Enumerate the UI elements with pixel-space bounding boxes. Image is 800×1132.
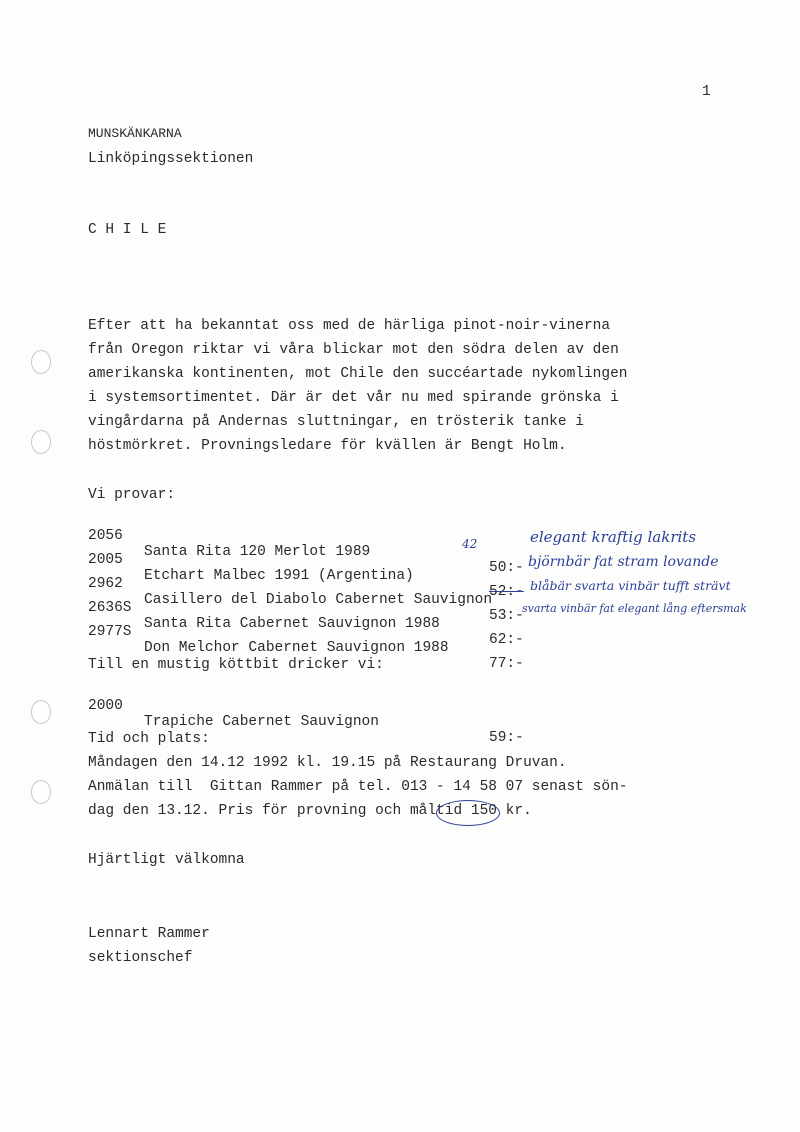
- wine-price: 53:-: [489, 608, 524, 624]
- price-circle-mark: [436, 800, 500, 826]
- time-place-line: Anmälan till Gittan Rammer på tel. 013 - 14 58 07 senast sön-: [88, 779, 628, 795]
- time-place-heading: Tid och plats:: [88, 731, 210, 747]
- time-place-line: Måndagen den 14.12 1992 kl. 19.15 på Restaurang Druvan.: [88, 755, 567, 771]
- time-place-line: dag den 13.12. Pris för provning och måltid 150 kr.: [88, 803, 532, 819]
- intro-line: Efter att ha bekanntat oss med de härliga pinot-noir-vinerna: [88, 318, 611, 334]
- org-section: Linköpingssektionen: [88, 151, 254, 167]
- intro-line: vingårdarna på Andernas sluttningar, en trösterik tanke i: [88, 414, 584, 430]
- wine-name: Trapiche Cabernet Sauvignon: [144, 714, 379, 730]
- wine-code: 2056: [88, 528, 123, 544]
- wine-code: 2000: [88, 698, 123, 714]
- wine-name: Don Melchor Cabernet Sauvignon 1988: [144, 640, 449, 656]
- org-name: MUNSKÄNKARNA: [88, 126, 182, 141]
- wine-code: 2636S: [88, 600, 132, 616]
- wine-price: 77:-: [489, 656, 524, 672]
- handwritten-tasting-note: svarta vinbär fat elegant lång eftersmak: [522, 602, 747, 615]
- handwritten-tasting-note: blåbär svarta vinbär tufft strävt: [530, 578, 731, 593]
- punch-hole: [31, 780, 51, 804]
- wine-name: Santa Rita Cabernet Sauvignon 1988: [144, 616, 440, 632]
- wine-price: 52:-: [489, 584, 524, 600]
- handwritten-price-note: 42: [462, 537, 478, 551]
- welcome-text: Hjärtligt välkomna: [88, 852, 245, 868]
- punch-hole: [31, 700, 51, 724]
- signature-title: sektionschef: [88, 950, 193, 966]
- handwritten-tasting-note: björnbär fat stram lovande: [528, 554, 719, 570]
- page-number: 1: [702, 84, 711, 100]
- intro-line: från Oregon riktar vi våra blickar mot den södra delen av den: [88, 342, 619, 358]
- wine-code: 2005: [88, 552, 123, 568]
- wine-name: Casillero del Diabolo Cabernet Sauvignon: [144, 592, 493, 608]
- wine-name: Etchart Malbec 1991 (Argentina): [144, 568, 414, 584]
- punch-hole: [31, 350, 51, 374]
- intro-line: amerikanska kontinenten, mot Chile den succéartade nykomlingen: [88, 366, 628, 382]
- dinner-heading: Till en mustig köttbit dricker vi:: [88, 657, 384, 673]
- handwritten-tasting-note: elegant kraftig lakrits: [530, 528, 697, 546]
- intro-line: i systemsortimentet. Där är det vår nu med spirande grönska i: [88, 390, 619, 406]
- wine-name: Santa Rita 120 Merlot 1989: [144, 544, 371, 560]
- wine-code: 2962: [88, 576, 123, 592]
- wine-price: 62:-: [489, 632, 524, 648]
- wine-price: 50:-: [489, 560, 524, 576]
- punch-hole: [31, 430, 51, 454]
- signature-name: Lennart Rammer: [88, 926, 210, 942]
- wine-price: 59:-: [489, 730, 524, 746]
- tasting-heading: Vi provar:: [88, 487, 176, 503]
- intro-line: höstmörkret. Provningsledare för kvällen är Bengt Holm.: [88, 438, 567, 454]
- page-title: C H I L E: [88, 222, 167, 238]
- wine-code: 2977S: [88, 624, 132, 640]
